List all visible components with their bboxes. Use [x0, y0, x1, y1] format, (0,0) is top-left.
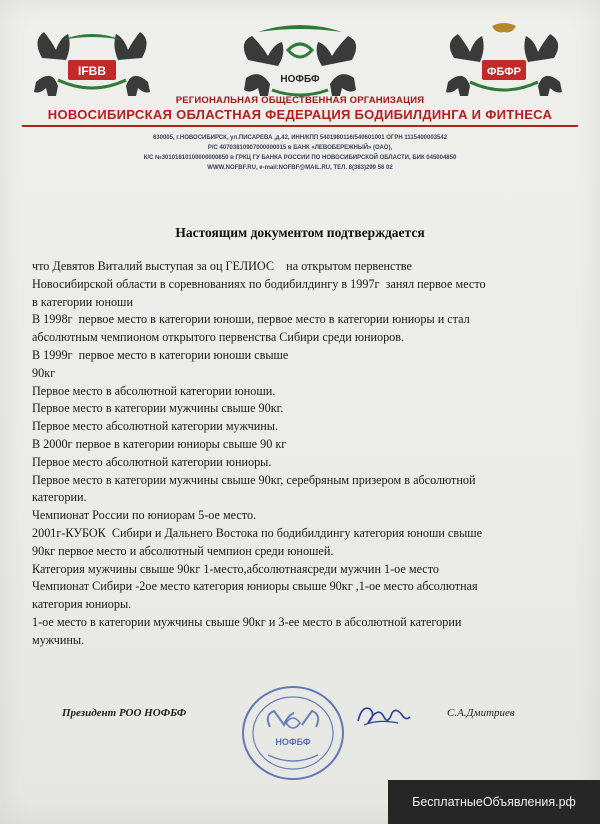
nofbf-logo-icon: [230, 20, 370, 100]
header-divider: [22, 125, 578, 127]
body-line: Первое место в категории мужчины свыше 90кг, серебряным призером в абсолютной: [32, 472, 476, 487]
stamp-label: НОФБФ: [275, 737, 311, 747]
signature-icon: [352, 695, 412, 735]
body-line: в категории юноши: [32, 294, 133, 309]
nofbf-label: НОФБФ: [280, 74, 320, 85]
body-line: категория юниоры.: [32, 597, 132, 612]
ifbb-logo-icon: [22, 20, 162, 100]
stamp-icon: [238, 683, 348, 783]
body-line: В 1998г первое место в категории юноши, первое место в категории юниоры и стал: [32, 312, 470, 327]
document-title: Настоящим документом подтверждается: [175, 225, 425, 240]
fbfr-logo-icon: [434, 20, 574, 100]
site-watermark: БесплатныеОбъявления.рф: [388, 780, 600, 824]
requisites-line: 630005, г.НОВОСИБИРСК, ул.ПИСАРЕВА ,д.42, ИНН/КПП 5401980116/540601001 ОГРН 1115400003542: [152, 135, 448, 141]
body-line: что Девятов Виталий выступая за оц ГЕЛИОС на открытом первенстве: [32, 259, 412, 273]
body-line: 90кг первое место и абсолютный чемпион среди юношей.: [32, 543, 334, 558]
body-line: В 1999г первое место в категории юноши свыше: [32, 347, 289, 362]
body-line: Первое место абсолютной категории юниоры.: [32, 454, 272, 469]
signer-name: С.А.Дмитриев: [447, 707, 515, 719]
requisites-line: Р/С 40703810907000000015 в БАНК «ЛЕВОБЕРЕЖНЫЙ» (ОАО),: [207, 145, 393, 151]
body-line: 90кг: [32, 365, 56, 380]
document-body: [32, 258, 562, 650]
body-line: 1-ое место в категории мужчины свыше 90кг и 3-ее место в абсолютной категории: [32, 614, 462, 629]
body-line: Категория мужчины свыше 90кг 1-место,абсолютнаясреди мужчин 1-ое место: [32, 561, 439, 576]
fbfr-emblem: [434, 20, 574, 100]
body-line: Чемпионат Сибири -2ое место категория юниоры свыше 90кг ,1-ое место абсолютная: [32, 579, 478, 594]
org-name: НОВОСИБИРСКАЯ ОБЛАСТНАЯ ФЕДЕРАЦИЯ БОДИБИЛДИНГА И ФИТНЕСА: [47, 107, 553, 122]
requisites-line: WWW.NOFBF.RU, e-mail:NOFBF@MAIL.RU, ТЕЛ. 8(383)299 56 02: [207, 165, 393, 171]
body-line: Первое место в категории мужчины свыше 90кг.: [32, 401, 284, 416]
handwritten-signature: [352, 695, 412, 735]
nofbf-emblem: [230, 20, 370, 100]
fbfr-label: ФБФР: [487, 66, 521, 78]
body-line: Новосибирской области в соревнованиях по бодибилдингу в 1997г занял первое место: [32, 276, 486, 291]
body-line: абсолютным чемпионом открытого первенства Сибири среди юниоров.: [32, 330, 405, 345]
body-line: 2001г-КУБОК Сибири и Дальнего Востока по бодибилдингу категория юноши свыше: [32, 525, 483, 540]
body-line: Первое место в абсолютной категории юноши.: [32, 383, 276, 398]
body-line: Первое место абсолютной категории мужчины.: [32, 419, 279, 434]
body-line: категории.: [32, 490, 87, 505]
org-type: РЕГИОНАЛЬНАЯ ОБЩЕСТВЕННАЯ ОРГАНИЗАЦИЯ: [175, 95, 425, 106]
body-line: мужчины.: [32, 632, 85, 647]
organization-stamp: [238, 683, 348, 783]
body-line: В 2000г первое в категории юниоры свыше 90 кг: [32, 436, 287, 451]
president-title: Президент РОО НОФБФ: [62, 707, 187, 719]
requisites-line: К/С №30101810100000000850 в ГРКЦ ГУ БАНКА РОССИИ ПО НОВОСИБИРСКОЙ ОБЛАСТИ, БИК 045004850: [143, 155, 457, 161]
ifbb-label: IFBB: [78, 64, 106, 78]
ifbb-emblem: [22, 20, 162, 100]
body-line: Чемпионат России по юниорам 5-ое место.: [32, 508, 257, 523]
